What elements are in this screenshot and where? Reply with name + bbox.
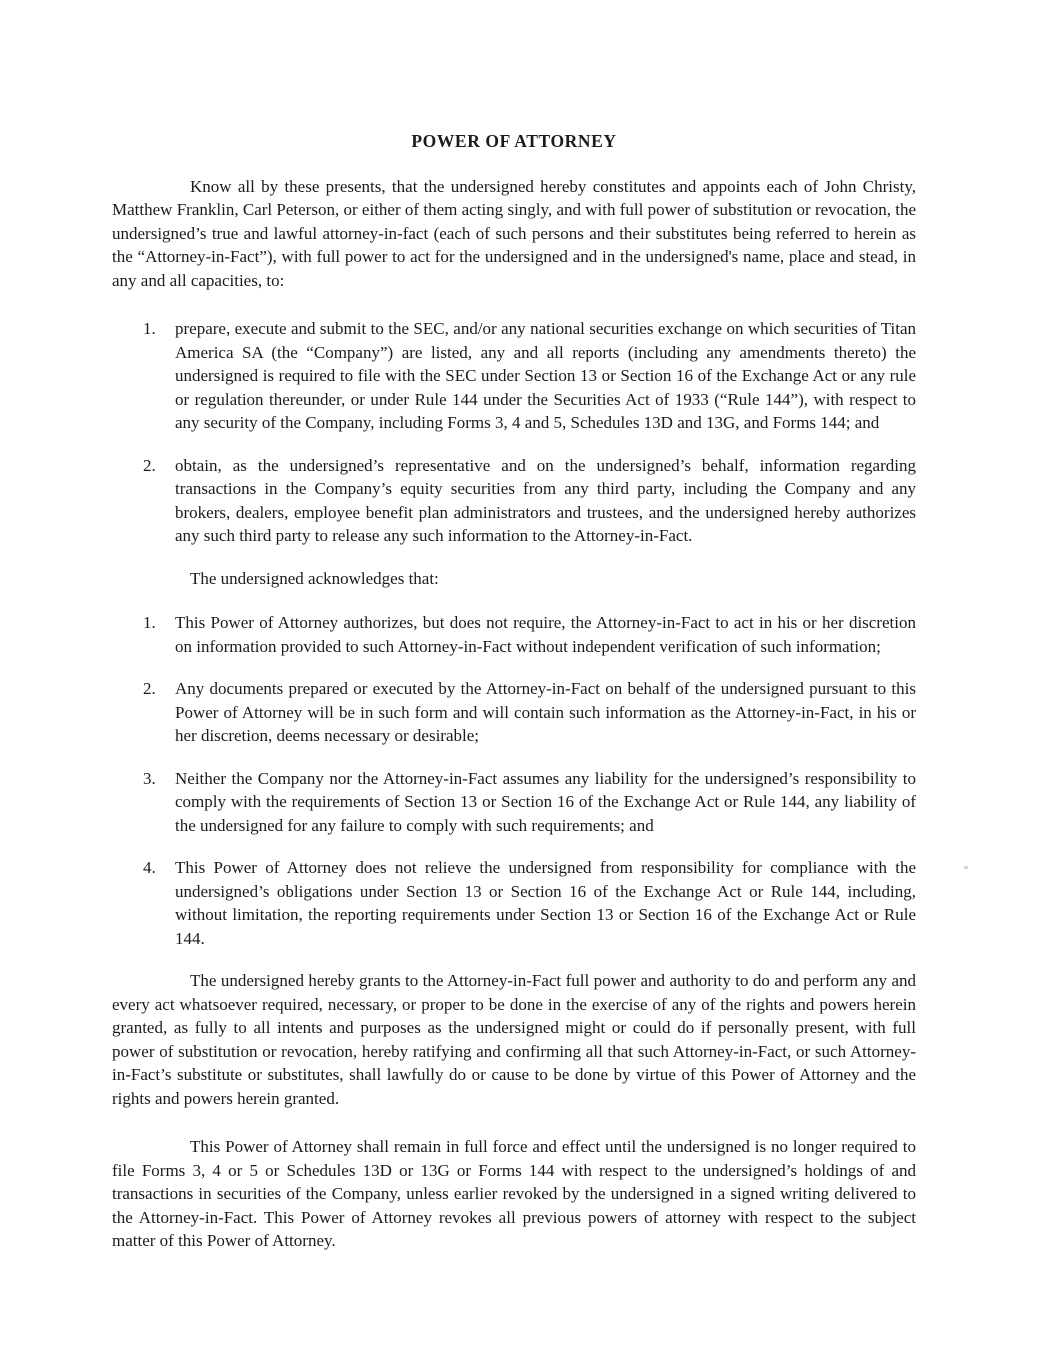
list-item [112, 677, 916, 748]
list-item-number: 1. [143, 613, 156, 632]
list-item-text: Neither the Company nor the Attorney-in-Fact assumes any liability for the undersigned’s responsibility to comply with the requirements of Section 13 or Section 16 of the Exchange Act or Rule 144, any liability of the undersigned for any failure to comply with such requirements; and [175, 768, 916, 835]
list-item [112, 767, 916, 838]
list-item-number: 1. [143, 319, 156, 338]
document-content [112, 130, 916, 1278]
scan-artifact [964, 866, 968, 869]
duration-paragraph: This Power of Attorney shall remain in full force and effect until the undersigned is no longer required to file Forms 3, 4 or 5 or Schedules 13D or 13G or Forms 144 with respect to the undersigned’s holdings of and transactions in securities of the Company, unless earlier revoked by the undersigned in a signed writing delivered to the Attorney-in-Fact. This Power of Attorney revokes all previous powers of attorney with respect to the subject matter of this Power of Attorney. [112, 1137, 916, 1250]
list-item-text: prepare, execute and submit to the SEC, and/or any national securities exchange on which securities of Titan America SA (the “Company”) are listed, any and all reports (including any amendments thereto) the undersigned is required to file with the SEC under Section 13 or Section 16 of the Exchange Act or any rule or regulation thereunder, or under Rule 144 under the Securities Act of 1933 (“Rule 144”), with respect to any security of the Company, including Forms 3, 4 and 5, Schedules 13D and 13G, and Forms 144; and [175, 319, 916, 432]
document-title: POWER OF ATTORNEY [411, 131, 617, 151]
list-item-text: obtain, as the undersigned’s representative and on the undersigned’s behalf, information regarding transactions in the Company’s equity securities from any third party, including the Company and any brokers, dealers, employee benefit plan administrators and trustees, and the undersigned hereby authorizes any such third party to release any such information to the Attorney-in-Fact. [175, 455, 916, 545]
list-item [112, 856, 916, 950]
list-item-number: 3. [143, 768, 156, 788]
list-item-text: This Power of Attorney authorizes, but does not require, the Attorney-in-Fact to act in his or her discretion on information provided to such Attorney-in-Fact without independent verification of such information; [175, 613, 916, 656]
powers-list [112, 317, 916, 548]
list-item-text: Any documents prepared or executed by the Attorney-in-Fact on behalf of the undersigned pursuant to this Power of Attorney will be in such form and will contain such information as the Attorney-in-Fact, in his or her discretion, deems necessary or desirable; [175, 679, 916, 745]
list-item-number: 2. [143, 455, 156, 475]
list-item-number: 2. [143, 679, 156, 698]
acknowledgements-list [112, 611, 916, 950]
list-item-text: This Power of Attorney does not relieve the undersigned from responsibility for compliance with the undersigned’s obligations under Section 13 or Section 16 of the Exchange Act or Rule 144, including, without limitation, the reporting requirements under Section 13 or Section 16 of the Exchange Act or Rule 144. [175, 858, 916, 948]
opening-paragraph: Know all by these presents, that the undersigned hereby constitutes and appoints each of John Christy, Matthew Franklin, Carl Peterson, or either of them acting singly, and with full power of substitution or revocation, the undersigned’s true and lawful attorney-in-fact (each of such persons and their substitutes being referred to herein as the “Attorney-in-Fact”), with full power to act for the undersigned and in the undersigned's name, place and stead, in any and all capacities, to: [112, 176, 916, 290]
list-item [112, 317, 916, 435]
list-item [112, 454, 916, 548]
acknowledgement-intro: The undersigned acknowledges that: [190, 568, 439, 588]
grant-paragraph: The undersigned hereby grants to the Attorney-in-Fact full power and authority to do and perform any and every act whatsoever required, necessary, or proper to be done in the exercise of any of the rights and powers herein granted, as fully to all intents and purposes as the undersigned might or could do if personally present, with full power of substitution or revocation, hereby ratifying and confirming all that such Attorney-in-Fact, or such Attorney-in-Fact’s substitute or substitutes, shall lawfully do or cause to be done by virtue of this Power of Attorney and the rights and powers herein granted. [112, 971, 916, 1108]
list-item [112, 611, 916, 658]
list-item-number: 4. [143, 858, 156, 877]
